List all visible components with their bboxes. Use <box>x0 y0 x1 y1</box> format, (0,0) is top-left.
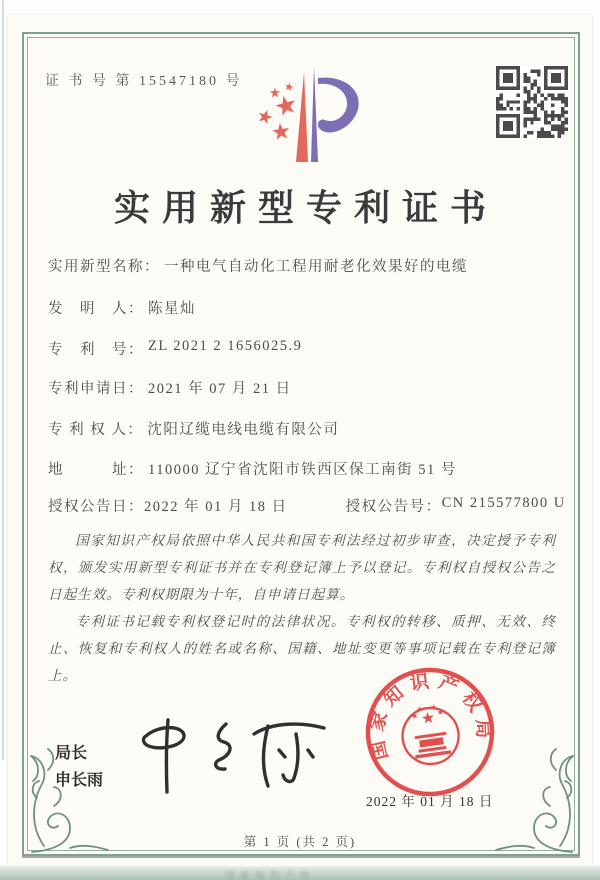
field-value: 2021 年 07 月 21 日 <box>148 381 292 397</box>
field-label: 专利申请日： <box>48 381 144 397</box>
grant-line <box>48 495 566 516</box>
field-label: 实用新型名称： <box>48 259 160 275</box>
handwritten-signature <box>128 712 343 802</box>
field-row-name <box>48 255 468 276</box>
field-row-inventor <box>48 297 196 318</box>
field-row-address <box>48 458 457 479</box>
field-label: 地 址： <box>48 462 144 478</box>
qr-code <box>496 66 568 138</box>
field-row-filing-date <box>48 377 292 398</box>
field-row-patent-no <box>48 338 302 359</box>
cnipa-logo-icon <box>236 60 378 168</box>
page-number: 第 1 页 (共 2 页) <box>243 835 357 849</box>
svg-text:国家知识产权局 <box>357 661 497 762</box>
paragraph-2: 专利证书记载专利权登记时的法律状况。专利权的转移、质押、无效、终止、恢复和专利权人的姓名或名称、国籍、地址变更等事项记载在专利登记簿上。 <box>48 614 556 683</box>
grant-no: CN 215577800 U <box>441 495 566 511</box>
field-value: 110000 辽宁省沈阳市铁西区保工南街 51 号 <box>148 462 457 478</box>
grant-date-label: 授权公告日： <box>48 499 144 515</box>
field-row-patentee <box>48 418 339 439</box>
certificate-number: 证 书 号 第 15547180 号 <box>45 74 243 89</box>
grant-date: 2022 年 01 月 18 日 <box>144 499 288 515</box>
signer-name: 申长雨 <box>55 772 104 789</box>
signer-title: 局长 <box>55 745 88 762</box>
seal-date: 2022 年 01 月 18 日 <box>366 794 494 809</box>
field-label: 专 利 号： <box>48 342 144 358</box>
field-value: 一种电气自动化工程用耐老化效果好的电缆 <box>164 259 468 275</box>
official-seal <box>351 653 509 811</box>
paragraph-1: 国家知识产权局依照中华人民共和国专利法经过初步审查，决定授予专利权，颁发实用新型专利证书并在专利登记簿上予以登记。专利权自授权公告之日起生效。专利权期限为十年，自申请日起算。 <box>48 533 556 602</box>
national-emblem-icon <box>398 701 462 768</box>
certificate-title: 实用新型专利证书 <box>113 188 498 228</box>
scan-edge <box>2 0 4 760</box>
field-label: 专 利 权 人： <box>48 422 144 438</box>
field-value: 沈阳辽缆电线电缆有限公司 <box>147 422 340 438</box>
field-value: 陈星灿 <box>148 301 196 317</box>
grant-no-label: 授权公告号： <box>345 499 442 515</box>
seal-text: 国家知识产权局 <box>366 670 494 762</box>
field-label: 发 明 人： <box>48 301 144 317</box>
field-value: ZL 2021 2 1656025.9 <box>148 338 303 354</box>
underlying-page-marks: 国家知识产权 <box>225 870 316 880</box>
